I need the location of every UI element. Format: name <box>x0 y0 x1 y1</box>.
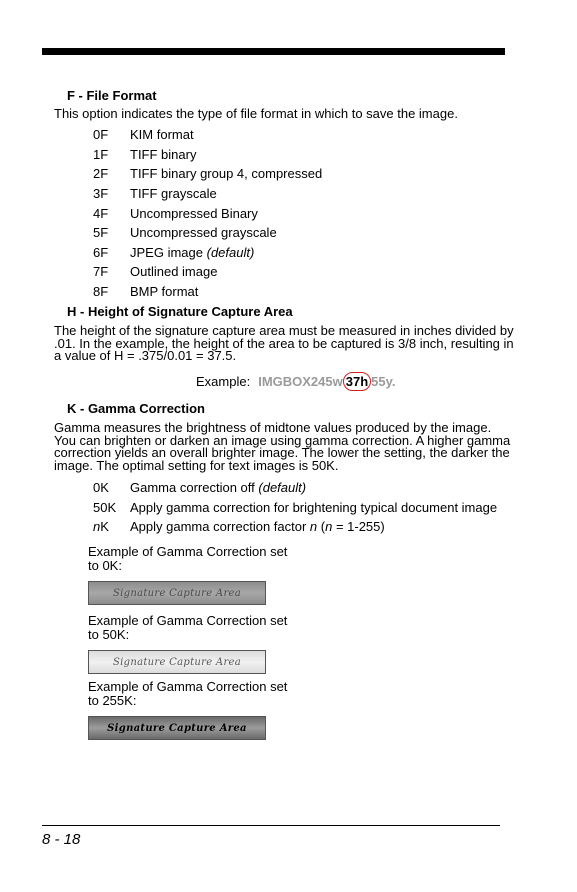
example-command-prefix: IMGBOX245w <box>258 374 343 389</box>
option-code-suffix: K <box>100 519 109 534</box>
option-label: Uncompressed grayscale <box>130 225 277 240</box>
signature-sample-image <box>88 581 266 605</box>
option-label: Outlined image <box>130 264 218 279</box>
signature-sample-image <box>88 716 266 740</box>
option-code: 0F <box>93 127 109 142</box>
file-format-description: This option indicates the type of file format in which to save the image. <box>54 106 458 121</box>
option-code-var: n <box>93 519 101 534</box>
option-label: TIFF binary <box>130 147 197 162</box>
option-code: 5F <box>93 225 109 240</box>
example-command-suffix: 55y. <box>371 374 396 389</box>
option-label: Uncompressed Binary <box>130 206 258 221</box>
gamma-example-caption: Example of Gamma Correction set to 0K: <box>88 544 288 573</box>
gamma-example-caption: Example of Gamma Correction set to 50K: <box>88 613 288 642</box>
option-text: = 1-255) <box>332 519 385 534</box>
header-rule <box>42 48 505 55</box>
page-number: 8 - 18 <box>42 831 81 848</box>
height-heading: H - Height of Signature Capture Area <box>67 304 293 319</box>
signature-sample-text: Signature Capture Area <box>112 587 242 599</box>
option-code: 4F <box>93 206 109 221</box>
option-label: BMP format <box>130 284 199 299</box>
height-example <box>196 374 395 389</box>
option-code: 2F <box>93 166 109 181</box>
option-var: n <box>325 519 333 534</box>
option-code: 8F <box>93 284 109 299</box>
option-var: n <box>309 519 318 534</box>
option-label: TIFF binary group 4, compressed <box>130 166 323 181</box>
option-code: 6F <box>93 245 109 260</box>
option-code: 3F <box>93 186 109 201</box>
default-note: (default) <box>258 480 307 495</box>
example-highlight: 37h <box>343 372 371 391</box>
option-code: 50K <box>93 500 117 515</box>
file-format-heading: F - File Format <box>67 88 157 103</box>
option-code: 7F <box>93 264 109 279</box>
height-description: The height of the signature capture area must be measured in inches divided by .01. In the example, the height of the area to be captured is 3/8 inch, resulting in a value of H = .375/0.01 = 37.5. <box>54 323 514 363</box>
footer-rule <box>42 825 500 826</box>
option-text: Apply gamma correction factor <box>130 519 310 534</box>
option-text: ( <box>317 519 326 534</box>
signature-sample-text: Signature Capture Area <box>107 722 247 734</box>
option-label: Gamma correction off <box>130 480 255 495</box>
option-label: KIM format <box>130 127 194 142</box>
option-label: JPEG image <box>130 245 203 260</box>
gamma-example-caption: Example of Gamma Correction set to 255K: <box>88 679 288 708</box>
option-label: Apply gamma correction for brightening typical document image <box>130 500 498 515</box>
signature-sample-text: Signature Capture Area <box>112 656 242 668</box>
default-note: (default) <box>206 245 255 260</box>
option-code: 0K <box>93 480 109 495</box>
option-label: TIFF grayscale <box>130 186 217 201</box>
signature-sample-image <box>88 650 266 674</box>
gamma-heading: K - Gamma Correction <box>67 401 205 416</box>
gamma-description: Gamma measures the brightness of midtone values produced by the image. You can brighten or darken an image using gamma correction. A higher gamma correction yields an overall brighter image. The lower the setting, the darker the image. The optimal setting for text images is 50K. <box>54 420 511 473</box>
example-label: Example: <box>196 374 251 389</box>
option-code: 1F <box>93 147 109 162</box>
